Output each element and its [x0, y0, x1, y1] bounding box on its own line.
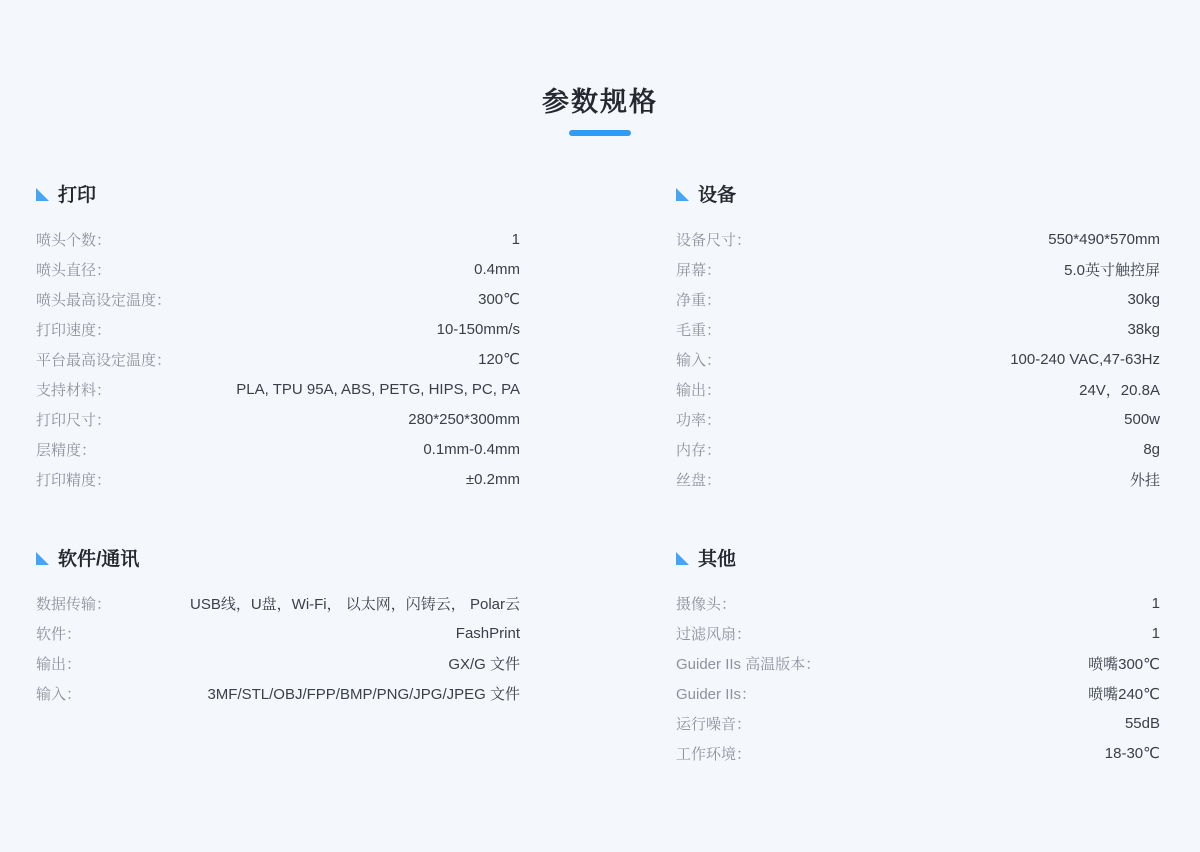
spec-row — [676, 314, 1160, 344]
spec-value: PLA, TPU 95A, ABS, PETG, HIPS, PC, PA — [236, 380, 520, 398]
spec-label: 输入： — [676, 351, 722, 369]
spec-rows — [676, 224, 1160, 494]
spec-label: 平台最高设定温度： — [36, 351, 172, 369]
spec-row — [36, 374, 520, 404]
spec-value: GX/G 文件 — [448, 655, 520, 673]
title-underline — [569, 130, 631, 136]
spec-value: 3MF/STL/OBJ/FPP/BMP/PNG/JPG/JPEG 文件 — [207, 685, 520, 703]
spec-label: 打印精度： — [36, 471, 112, 489]
spec-value: 0.1mm-0.4mm — [423, 440, 520, 458]
spec-label: 数据传输： — [36, 595, 112, 613]
spec-value: 喷嘴300℃ — [1088, 655, 1160, 673]
spec-row — [36, 648, 520, 678]
spec-row — [676, 464, 1160, 494]
spec-value: 18-30℃ — [1104, 745, 1160, 762]
page-title: 参数规格 — [542, 87, 658, 117]
blue-corner-triangle-icon — [36, 188, 49, 201]
spec-row — [676, 224, 1160, 254]
spec-value: 300℃ — [478, 291, 520, 308]
spec-label: 输出： — [676, 381, 722, 399]
spec-label: Guider IIs 高温版本： — [676, 655, 821, 673]
spec-row — [36, 464, 520, 494]
spec-value: 1 — [511, 230, 520, 248]
spec-row — [36, 404, 520, 434]
spec-value: 1 — [1151, 594, 1160, 612]
section-software-communication — [36, 544, 520, 708]
spec-row — [36, 224, 520, 254]
spec-label: 喷头直径： — [36, 261, 112, 279]
spec-row — [36, 434, 520, 464]
spec-value: 55dB — [1124, 714, 1160, 732]
spec-row — [36, 618, 520, 648]
section-header — [676, 180, 1160, 207]
spec-rows — [676, 588, 1160, 768]
spec-row — [676, 708, 1160, 738]
blue-corner-triangle-icon — [676, 188, 689, 201]
spec-row — [676, 284, 1160, 314]
spec-label: 功率： — [676, 411, 722, 429]
spec-label: 支持材料： — [36, 381, 112, 399]
spec-value: 喷嘴240℃ — [1088, 685, 1160, 703]
spec-value: 10-150mm/s — [436, 320, 520, 338]
spec-label: 喷头个数： — [36, 231, 112, 249]
spec-value: USB线，U盘，Wi-Fi， 以太网，闪铸云， Polar云 — [189, 595, 520, 613]
blue-corner-triangle-icon — [36, 552, 49, 565]
spec-row — [676, 618, 1160, 648]
spec-rows — [36, 224, 520, 494]
spec-row — [676, 254, 1160, 284]
spec-value: 280*250*300mm — [408, 410, 520, 428]
spec-value: 外挂 — [1129, 471, 1160, 489]
spec-value: 100-240 VAC,47-63Hz — [1010, 350, 1160, 368]
spec-row — [676, 404, 1160, 434]
spec-row — [36, 678, 520, 708]
spec-label: 设备尺寸： — [676, 231, 752, 249]
section-print — [36, 180, 520, 494]
spec-value: 5.0英寸触控屏 — [1064, 261, 1160, 279]
spec-row — [36, 314, 520, 344]
spec-rows — [36, 588, 520, 708]
spec-row — [36, 588, 520, 618]
spec-value: 8g — [1143, 440, 1160, 458]
spec-label: 打印速度： — [36, 321, 112, 339]
spec-row — [676, 678, 1160, 708]
section-other — [676, 544, 1160, 768]
spec-value: 0.4mm — [474, 260, 520, 278]
spec-label: 层精度： — [36, 441, 97, 459]
section-title: 软件/通讯 — [58, 549, 140, 570]
spec-row — [676, 374, 1160, 404]
spec-row — [676, 588, 1160, 618]
section-header — [676, 544, 1160, 571]
spec-label: 输出： — [36, 655, 82, 673]
spec-label: 打印尺寸： — [36, 411, 112, 429]
spec-value: 24V，20.8A — [1079, 381, 1160, 399]
spec-value: 120℃ — [478, 351, 520, 368]
spec-value: 30kg — [1127, 290, 1160, 308]
spec-label: 软件： — [36, 625, 82, 643]
spec-label: 工作环境： — [676, 745, 752, 763]
spec-label: 净重： — [676, 291, 722, 309]
spec-label: 丝盘： — [676, 471, 722, 489]
spec-row — [676, 344, 1160, 374]
spec-label: 运行噪音： — [676, 715, 752, 733]
spec-label: 内存： — [676, 441, 722, 459]
spec-value: ±0.2mm — [465, 470, 520, 488]
spec-value: 38kg — [1127, 320, 1160, 338]
spec-grid — [36, 180, 1160, 768]
spec-row — [36, 254, 520, 284]
section-device — [676, 180, 1160, 494]
spec-value: FashPrint — [455, 624, 520, 642]
spec-row — [36, 284, 520, 314]
spec-label: 屏幕： — [676, 261, 722, 279]
spec-row — [36, 344, 520, 374]
spec-label: 毛重： — [676, 321, 722, 339]
section-header — [36, 180, 520, 207]
spec-value: 550*490*570mm — [1048, 230, 1160, 248]
section-header — [36, 544, 520, 571]
spec-value: 1 — [1151, 624, 1160, 642]
spec-value: 500w — [1124, 410, 1160, 428]
spec-label: 输入： — [36, 685, 82, 703]
section-title: 打印 — [58, 185, 97, 206]
section-title: 设备 — [698, 185, 737, 206]
spec-label: Guider IIs： — [676, 685, 757, 703]
spec-row — [676, 434, 1160, 464]
title-block — [0, 0, 1200, 136]
section-title: 其他 — [698, 549, 737, 570]
spec-row — [676, 648, 1160, 678]
spec-label: 喷头最高设定温度： — [36, 291, 172, 309]
spec-row — [676, 738, 1160, 768]
spec-label: 过滤风扇： — [676, 625, 752, 643]
spec-label: 摄像头： — [676, 595, 737, 613]
blue-corner-triangle-icon — [676, 552, 689, 565]
